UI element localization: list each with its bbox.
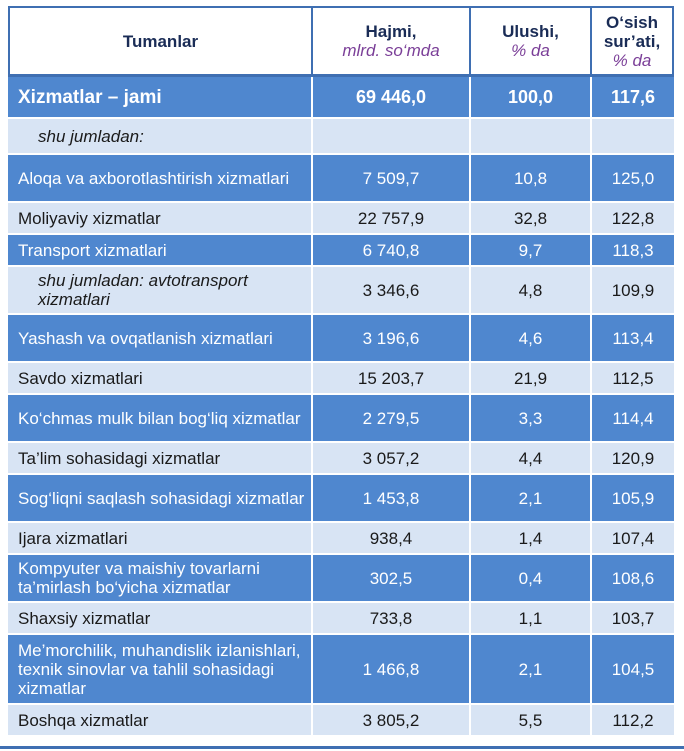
services-table-frame bbox=[8, 6, 674, 742]
table-row: Sog‘liqni saqlash sohasidagi xizmatlar 1 453,8 2,1 105,9 bbox=[8, 475, 674, 523]
table-row: Kompyuter va maishiy tovarlarni ta’mirlash bo‘yicha xizmatlar 302,5 0,4 108,6 bbox=[8, 555, 674, 603]
table-row: Savdo xizmatlari 15 203,7 21,9 112,5 bbox=[8, 363, 674, 395]
table-row: Ta’lim sohasidagi xizmatlar 3 057,2 4,4 120,9 bbox=[8, 443, 674, 475]
header-volume: Hajmi, mlrd. so‘mda bbox=[313, 6, 471, 77]
header-share: Ulushi, % da bbox=[471, 6, 592, 77]
header-share-unit: % da bbox=[511, 41, 550, 60]
bottom-rule bbox=[0, 746, 684, 749]
header-growth: O‘sish sur’ati, % da bbox=[592, 6, 674, 77]
table-row: Ijara xizmatlari 938,4 1,4 107,4 bbox=[8, 523, 674, 555]
table-row: Moliyaviy xizmatlar 22 757,9 32,8 122,8 bbox=[8, 203, 674, 235]
services-table bbox=[8, 6, 674, 737]
table-row: shu jumladan: avtotransport xizmatlari 3 346,6 4,8 109,9 bbox=[8, 267, 674, 315]
table-row: Aloqa va axborotlashtirish xizmatlari 7 509,7 10,8 125,0 bbox=[8, 155, 674, 203]
header-districts: Tumanlar bbox=[8, 6, 313, 77]
table-row: Yashash va ovqatlanish xizmatlari 3 196,6 4,6 113,4 bbox=[8, 315, 674, 363]
header-growth-unit: % da bbox=[612, 50, 652, 70]
table-row: Transport xizmatlari 6 740,8 9,7 118,3 bbox=[8, 235, 674, 267]
table-row: Ko‘chmas mulk bilan bog‘liq xizmatlar 2 279,5 3,3 114,4 bbox=[8, 395, 674, 443]
table-row: Shaxsiy xizmatlar 733,8 1,1 103,7 bbox=[8, 603, 674, 635]
header-volume-unit: mlrd. so‘mda bbox=[342, 41, 440, 60]
table-row-total: Xizmatlar – jami 69 446,0 100,0 117,6 bbox=[8, 77, 674, 119]
table-row-including: shu jumladan: bbox=[8, 119, 674, 155]
table-header-row bbox=[8, 6, 674, 77]
table-row: Me’morchilik, muhandislik izlanishlari, texnik sinovlar va tahlil sohasidagi xizmatlar 1 466,8 2,1 104,5 bbox=[8, 635, 674, 705]
table-row: Boshqa xizmatlar 3 805,2 5,5 112,2 bbox=[8, 705, 674, 737]
